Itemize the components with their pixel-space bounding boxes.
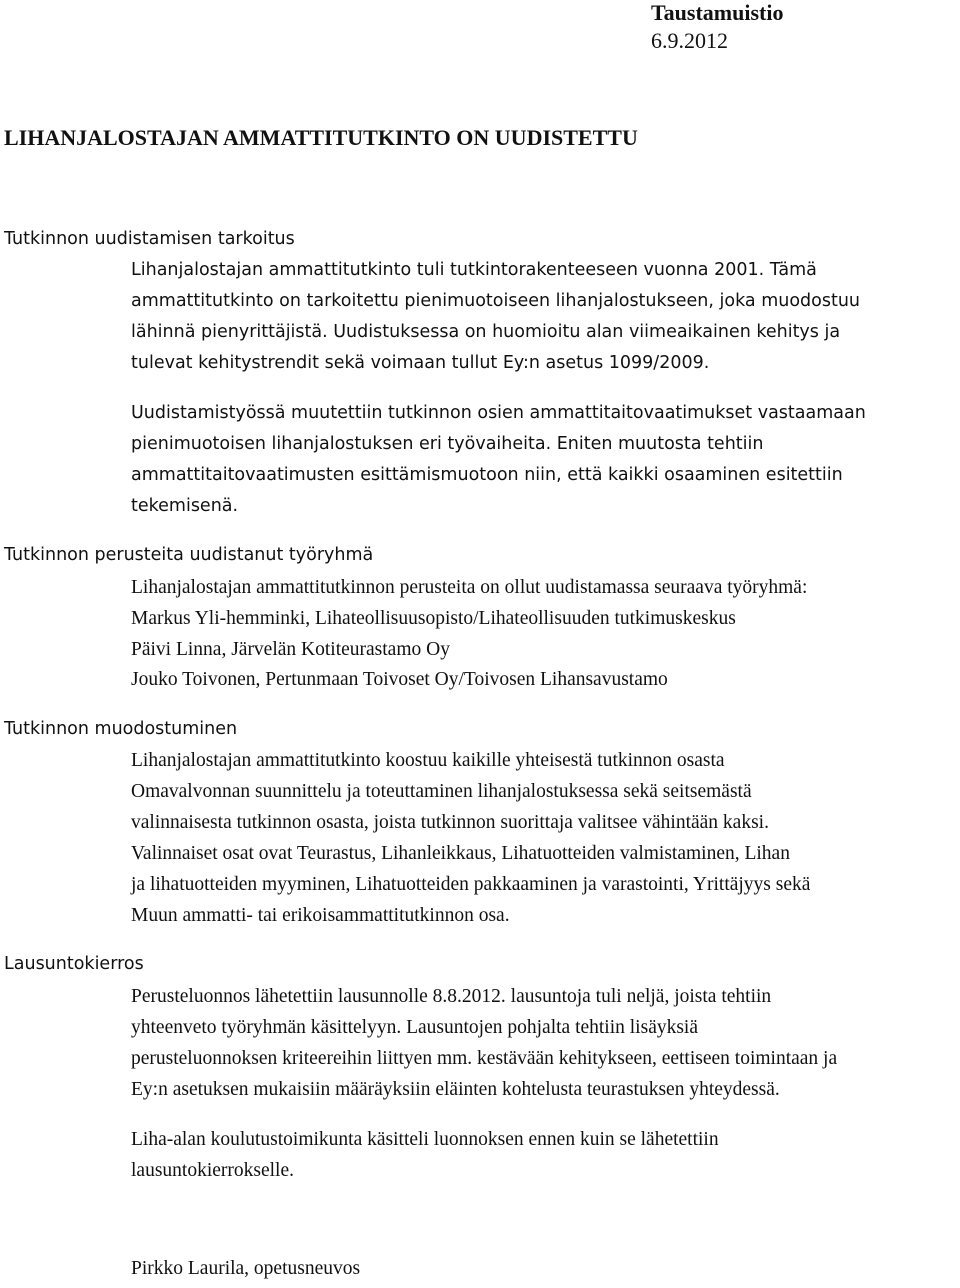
section-heading-structure: Tutkinnon muodostuminen xyxy=(4,719,238,739)
text-line: Ey:n asetuksen mukaisiin määräyksiin eläinten kohtelusta teurastuksen yhteydessä. xyxy=(131,1079,780,1100)
text-line: Valinnaiset osat ovat Teurastus, Lihanleikkaus, Lihatuotteiden valmistaminen, Lihan xyxy=(131,843,790,864)
document-date: 6.9.2012 xyxy=(651,28,728,53)
purpose-paragraph-2 xyxy=(131,398,866,522)
text-line: valinnaisesta tutkinnon osasta, joista tutkinnon suorittaja valitsee vähintään kaksi. xyxy=(131,812,769,833)
text-line: Uudistamistyössä muutettiin tutkinnon osien ammattitaitovaatimukset vastaamaan xyxy=(131,403,866,423)
document-type: Taustamuistio xyxy=(651,0,784,25)
text-line: perusteluonnoksen kriteereihin liittyen mm. kestävään kehitykseen, eettiseen toimintaan ja xyxy=(131,1048,838,1069)
text-line: Liha-alan koulutustoimikunta käsitteli luonnoksen ennen kuin se lähetettiin xyxy=(131,1129,719,1150)
text-line: Omavalvonnan suunnittelu ja toteuttaminen lihanjalostuksessa sekä seitsemästä xyxy=(131,781,752,802)
consultation-paragraph-1 xyxy=(131,981,837,1105)
section-heading-consultation: Lausuntokierros xyxy=(4,954,144,974)
text-line: yhteenveto työryhmän käsittelyyn. Lausuntojen pohjalta tehtiin lisäyksiä xyxy=(131,1017,699,1038)
text-line: lähinnä pienyrittäjistä. Uudistuksessa on huomioitu alan viimeaikainen kehitys ja xyxy=(131,322,841,342)
consultation-paragraph-2 xyxy=(131,1124,719,1186)
text-line: Lihanjalostajan ammattitutkinnon perusteita on ollut uudistamassa seuraava työryhmä: xyxy=(131,577,808,598)
page-title: LIHANJALOSTAJAN AMMATTITUTKINTO ON UUDISTETTU xyxy=(4,125,638,150)
text-line: lausuntokierrokselle. xyxy=(131,1160,294,1181)
group-members xyxy=(131,573,807,696)
section-heading-purpose: Tutkinnon uudistamisen tarkoitus xyxy=(4,229,295,249)
text-line: tekemisenä. xyxy=(131,496,239,516)
section-heading-group: Tutkinnon perusteita uudistanut työryhmä xyxy=(4,545,374,565)
structure-paragraph xyxy=(131,745,810,931)
text-line: Perusteluonnos lähetettiin lausunnolle 8.8.2012. lausuntoja tuli neljä, joista tehtiin xyxy=(131,986,772,1007)
text-line: ammattitutkinto on tarkoitettu pienimuotoiseen lihanjalostukseen, joka muodostuu xyxy=(131,291,861,311)
signature: Pirkko Laurila, opetusneuvos xyxy=(131,1258,361,1279)
text-line: Päivi Linna, Järvelän Kotiteurastamo Oy xyxy=(131,638,450,660)
text-line: tulevat kehitystrendit sekä voimaan tullut Ey:n asetus 1099/2009. xyxy=(131,353,710,373)
text-line: Jouko Toivonen, Pertunmaan Toivoset Oy/Toivosen Lihansavustamo xyxy=(131,669,668,691)
text-line: Lihanjalostajan ammattitutkinto tuli tutkintorakenteeseen vuonna 2001. Tämä xyxy=(131,260,817,280)
text-line: ammattitaitovaatimusten esittämismuotoon niin, että kaikki osaaminen esitettiin xyxy=(131,465,843,485)
text-line: ja lihatuotteiden myyminen, Lihatuotteiden pakkaaminen ja varastointi, Yrittäjyys sekä xyxy=(131,874,811,895)
text-line: pienimuotoisen lihanjalostuksen eri työvaiheita. Eniten muutosta tehtiin xyxy=(131,434,764,454)
text-line: Markus Yli-hemminki, Lihateollisuusopisto/Lihateollisuuden tutkimuskeskus xyxy=(131,607,736,629)
text-line: Muun ammatti- tai erikoisammattitutkinnon osa. xyxy=(131,905,510,926)
purpose-paragraph-1 xyxy=(131,255,860,379)
text-line: Lihanjalostajan ammattitutkinto koostuu kaikille yhteisestä tutkinnon osasta xyxy=(131,750,725,771)
